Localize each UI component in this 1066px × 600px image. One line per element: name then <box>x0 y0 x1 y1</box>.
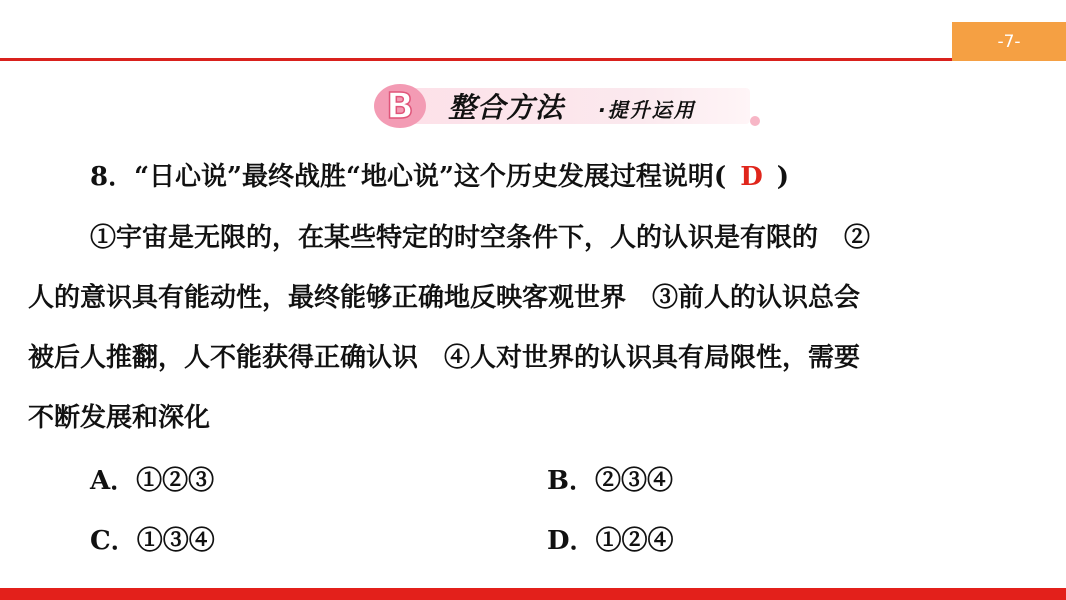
section-banner <box>370 80 760 132</box>
banner-subtitle: ·提升运用 <box>598 98 696 122</box>
option-c[interactable]: C．①③④ <box>90 526 215 556</box>
banner-decoration <box>750 116 760 126</box>
option-a[interactable]: A．①②③ <box>90 466 215 496</box>
header-divider <box>0 58 1066 61</box>
banner-background <box>390 88 750 124</box>
page-number: -7- <box>997 31 1021 52</box>
statement-line: 人的意识具有能动性，最终能够正确地反映客观世界 ③前人的认识总会 <box>28 283 861 313</box>
statement-line: 不断发展和深化 <box>28 403 211 433</box>
question-stem <box>90 156 789 193</box>
option-b[interactable]: B．②③④ <box>547 466 673 496</box>
question-text: 8．“日心说”最终战胜“地心说”这个历史发展过程说明( <box>90 162 727 192</box>
question-close-paren: ) <box>776 162 790 192</box>
page-number-tab <box>952 22 1066 61</box>
statement-list <box>28 208 1040 448</box>
section-letter-icon <box>370 80 430 132</box>
svg-text:B: B <box>386 86 414 127</box>
statement-line: 被后人推翻，人不能获得正确认识 ④人对世界的认识具有局限性，需要 <box>28 343 861 373</box>
banner-title: 整合方法 <box>448 91 565 124</box>
option-d[interactable]: D．①②④ <box>547 526 674 556</box>
statement-line: ①宇宙是无限的，在某些特定的时空条件下，人的认识是有限的 ② <box>90 223 871 253</box>
footer-bar <box>0 588 1066 600</box>
answer-letter: D <box>740 162 763 192</box>
